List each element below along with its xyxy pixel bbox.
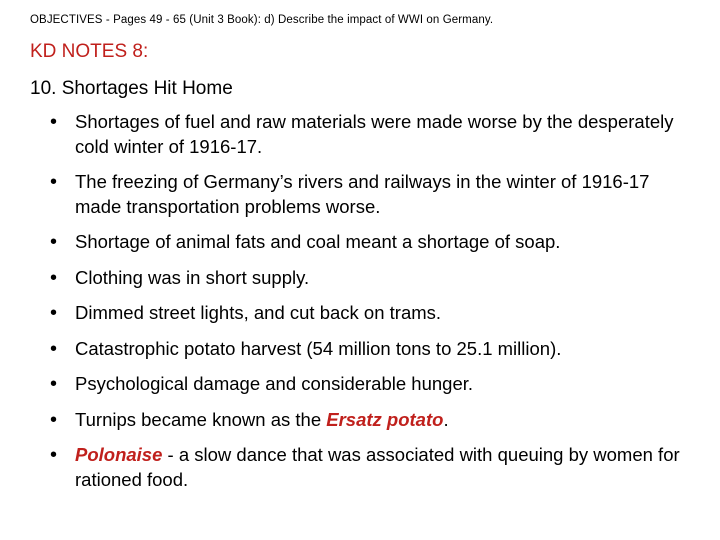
bullet-item xyxy=(50,110,690,159)
bullet-item xyxy=(50,443,690,492)
bullet-text: Shortages of fuel and raw materials were made worse by the desperately cold winter of 1916-17. xyxy=(75,111,674,157)
bullet-item xyxy=(50,301,690,326)
objectives-line: OBJECTIVES - Pages 49 - 65 (Unit 3 Book): d) Describe the impact of WWI on Germany. xyxy=(30,14,494,26)
bullet-item xyxy=(50,372,690,397)
bullet-text: Catastrophic potato harvest (54 million tons to 25.1 million). xyxy=(75,337,562,359)
bullet-item xyxy=(50,170,690,219)
bullet-item xyxy=(50,408,690,433)
bullet-text: The freezing of Germany’s rivers and railways in the winter of 1916-17 made transportation problems worse. xyxy=(75,171,650,217)
bullet-item xyxy=(50,266,690,291)
section-title: 10. Shortages Hit Home xyxy=(30,78,233,99)
bullet-text: Psychological damage and considerable hunger. xyxy=(75,373,474,394)
bullet-list xyxy=(50,110,690,503)
bullet-text-post: - a slow dance that was associated with queuing by women for rationed food. xyxy=(75,444,680,490)
bullet-item xyxy=(50,230,690,255)
bullet-item xyxy=(50,337,690,362)
bullet-text-post: . xyxy=(443,408,449,430)
bullet-text: Dimmed street lights, and cut back on trams. xyxy=(75,302,442,323)
emphasis-term: Polonaise xyxy=(75,444,163,465)
bullet-text: Shortage of animal fats and coal meant a shortage of soap. xyxy=(75,231,561,252)
notes-title: KD NOTES 8: xyxy=(30,41,149,62)
bullet-text-pre: Turnips became known as the xyxy=(75,408,327,430)
bullet-text: Clothing was in short supply. xyxy=(75,266,310,288)
emphasis-term: Ersatz potato xyxy=(326,408,444,430)
